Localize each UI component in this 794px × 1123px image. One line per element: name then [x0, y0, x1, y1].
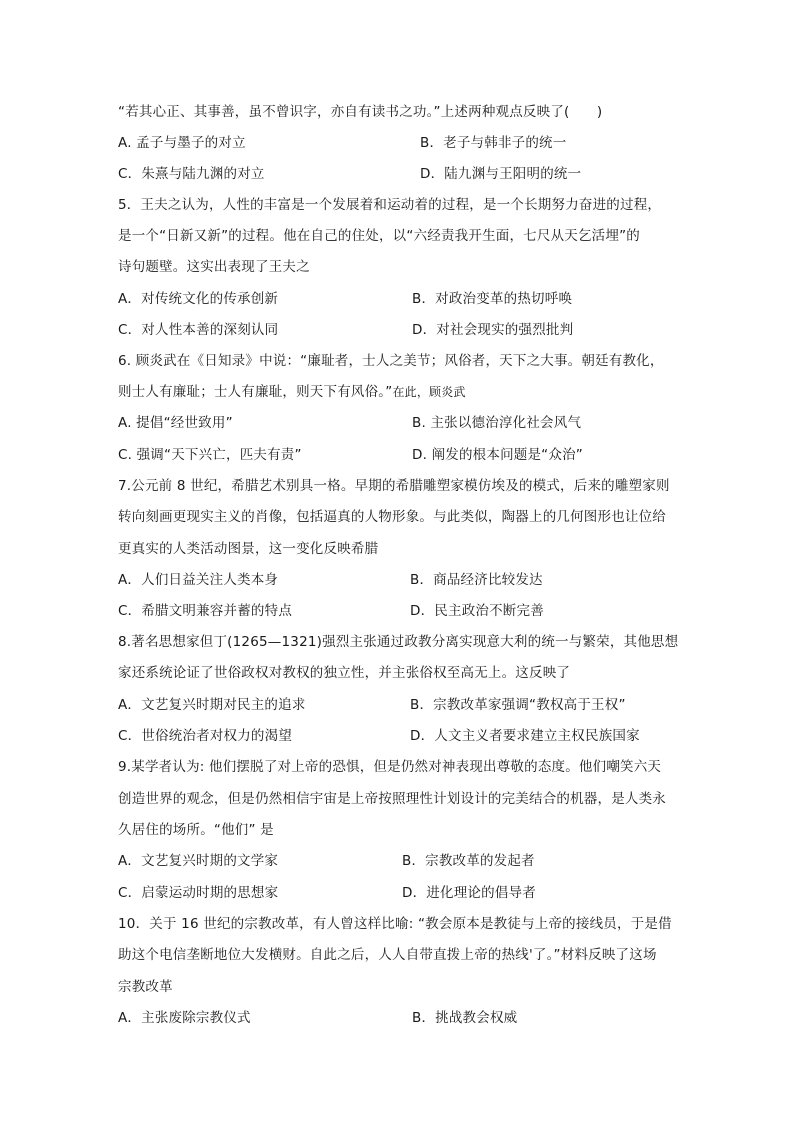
q9-option-c: C．启蒙运动时期的思想家	[118, 885, 279, 901]
q7-option-b: B．商品经济比较发达	[410, 572, 543, 588]
q7-option-d: D．民主政治不断完善	[410, 603, 544, 619]
q7-stem-line-2: 转向刻画更现实主义的肖像，包括逼真的人物形象。与此类似，陶器上的几何图形也让位给	[118, 509, 666, 525]
q4-option-b: B．老子与韩非子的统一	[420, 135, 567, 151]
q8-stem-line-1: 8.著名思想家但丁(1265—1321)强烈主张通过政教分离实现意大利的统一与繁荣，其他思想	[118, 634, 679, 650]
q5-stem-line-2: 是一个“日新又新”的过程。他在自己的住处，以“六经责我开生面，七尺从天乞活埋”的	[118, 228, 640, 244]
q9-stem-line-2: 创造世界的观念，但是仍然相信宇宙是上帝按照理性计划设计的完美结合的机器，是人类永	[118, 791, 666, 807]
q6-option-a: A. 提倡“经世致用”	[118, 415, 233, 431]
q4-option-d: D．陆九渊与王阳明的统一	[420, 166, 582, 182]
q5-stem-line-1: 5．王夫之认为，人性的丰富是一个发展着和运动着的过程，是一个长期努力奋进的过程，	[118, 197, 662, 213]
q6-stem-line-2-tail: 在此，顾炎武	[392, 385, 466, 399]
q8-stem-line-2: 家还系统论证了世俗政权对教权的独立性，并主张俗权至高无上。这反映了	[118, 665, 571, 681]
q9-stem-line-3: 久居住的场所。“他们” 是	[118, 822, 274, 838]
q7-option-a: A．人们日益关注人类本身	[118, 572, 279, 588]
q6-stem-line-2-quote: 则士人有廉耻；士人有廉耻，则天下有风俗。”	[118, 384, 393, 400]
q9-option-b: B．宗教改革的发起者	[402, 853, 535, 869]
q8-option-d: D．人文主义者要求建立主权民族国家	[410, 728, 640, 744]
q6-option-c: C. 强调“天下兴亡，匹夫有责”	[118, 447, 302, 463]
q6-option-b: B. 主张以德治淳化社会风气	[412, 415, 582, 431]
q10-option-b: B．挑战教会权威	[412, 1010, 518, 1026]
q5-stem-line-3: 诗句题壁。这实出表现了王夫之	[118, 259, 310, 275]
q6-stem-line-1: 6. 顾炎武在《日知录》中说：“廉耻者，士人之美节；风俗者，天下之大事。朝廷有教化，	[118, 353, 664, 369]
q7-option-c: C．希腊文明兼容并蓄的特点	[118, 603, 293, 619]
q7-stem-line-1: 7.公元前 8 世纪，希腊艺术别具一格。早期的希腊雕塑家模仿埃及的模式，后来的雕塑家则	[118, 478, 670, 494]
q4-option-c: C．朱熹与陆九渊的对立	[118, 166, 265, 182]
q9-option-a: A．文艺复兴时期的文学家	[118, 853, 279, 869]
q10-stem-line-1: 10．关于 16 世纪的宗教改革，有人曾这样比喻: “教会原本是教徒与上帝的接线员，于是借	[118, 916, 672, 932]
q8-option-b: B．宗教改革家强调“教权高于王权”	[410, 697, 626, 713]
q5-option-b: B．对政治变革的热切呼唤	[412, 291, 573, 307]
q5-option-a: A．对传统文化的传承创新	[118, 291, 279, 307]
q6-option-d: D. 阐发的根本问题是“众治”	[412, 447, 583, 463]
q5-option-d: D．对社会现实的强烈批判	[412, 322, 574, 338]
q9-option-d: D．进化理论的倡导者	[402, 885, 536, 901]
q10-option-a: A．主张废除宗教仪式	[118, 1010, 251, 1026]
q9-stem-line-1: 9.某学者认为: 他们摆脱了对上帝的恐惧，但是仍然对神表现出尊敬的态度。他们嘲笑六天	[118, 759, 662, 775]
q4-stem-tail: “若其心正、其事善，虽不曾识字，亦自有读书之功。”上述两种观点反映了( )	[118, 104, 603, 120]
q10-stem-line-2: 助这个电信垄断地位大发横财。自此之后，人人自带直拨上帝的热线'了。”材料反映了这场	[118, 947, 657, 963]
q8-option-a: A．文艺复兴时期对民主的追求	[118, 697, 306, 713]
q5-option-c: C．对人性本善的深刻认同	[118, 322, 279, 338]
q8-option-c: C．世俗统治者对权力的渴望	[118, 728, 293, 744]
q7-stem-line-3: 更真实的人类活动图景，这一变化反映希腊	[118, 541, 379, 557]
q10-stem-line-3: 宗教改革	[118, 979, 173, 995]
q6-stem-line-2	[118, 383, 466, 401]
q4-option-a: A. 孟子与墨子的对立	[118, 135, 246, 151]
